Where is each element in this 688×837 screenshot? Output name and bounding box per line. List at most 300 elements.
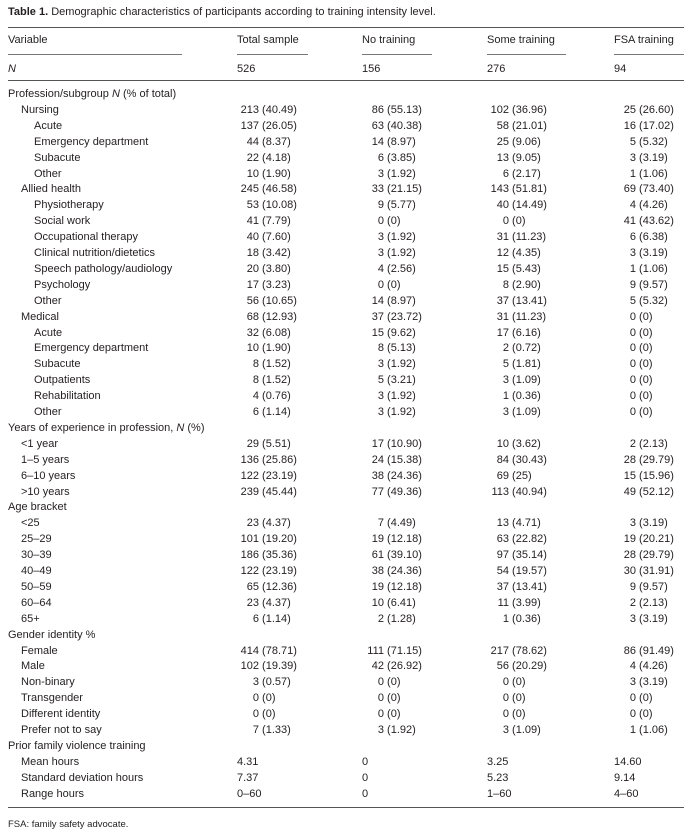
table-cell: [237, 517, 291, 529]
cell-percent: (17.02): [636, 119, 674, 132]
cell-count: 0: [629, 374, 636, 387]
cell-percent: (5.13): [384, 342, 416, 355]
cell-percent: (0.36): [509, 390, 541, 403]
table-row: [0, 390, 688, 406]
cell-percent: (9.05): [509, 151, 541, 164]
row-label-text: Social work: [34, 215, 91, 228]
row-label-text: Transgender: [21, 692, 83, 705]
table-cell: [614, 231, 668, 243]
cell-percent: (7.60): [259, 231, 291, 244]
header-fsa-training: FSA training: [614, 34, 674, 46]
table-cell: [614, 374, 653, 386]
table-cell: [487, 565, 547, 577]
table-cell: [237, 327, 291, 339]
cell-count: 86: [623, 644, 636, 657]
table-cell: [614, 342, 653, 354]
cell-percent: (12.93): [259, 310, 297, 323]
cell-percent: (23.72): [384, 310, 422, 323]
cell-percent: (1.92): [384, 247, 416, 259]
cell-percent: (51.81): [509, 183, 547, 196]
header-bottom-rule: [8, 80, 684, 81]
cell-percent: (39.10): [384, 549, 422, 562]
cell-percent: (40.49): [259, 103, 297, 116]
cell-count: 5: [502, 358, 509, 371]
table-cell: [237, 231, 291, 243]
cell-percent: (35.36): [259, 549, 297, 562]
table-row: [0, 486, 688, 502]
cell-count: 1: [502, 612, 509, 625]
table-cell: [487, 263, 541, 275]
cell-count: 414: [240, 644, 259, 657]
table-row: [0, 327, 688, 343]
table-row: [0, 152, 688, 168]
row-label-text: 1–5 years: [21, 453, 70, 466]
table-cell: [362, 692, 401, 704]
cell-count: 17: [246, 278, 259, 291]
cell-percent: (0): [636, 358, 653, 371]
cell-percent: (1.14): [259, 612, 291, 625]
cell-percent: (1.92): [384, 390, 416, 403]
cell-count: 12: [496, 247, 509, 259]
cell-percent: (29.79): [636, 549, 674, 562]
table-cell: [237, 549, 297, 561]
row-label-text: Mean hours: [21, 755, 80, 768]
cell-count: 0: [629, 326, 636, 339]
table-cell: [237, 724, 291, 736]
footnote: FSA: family safety advocate.: [8, 819, 129, 830]
row-label: [21, 470, 75, 482]
cell-percent: (0): [384, 692, 401, 705]
cell-count: 0: [629, 406, 636, 418]
cell-count: 3: [629, 517, 636, 530]
cell-percent: (0): [636, 342, 653, 355]
table-row: [0, 597, 688, 613]
cell-count: 4: [629, 199, 636, 212]
cell-count: 3: [377, 231, 384, 244]
table-cell: [487, 406, 541, 418]
table-row: [0, 772, 688, 788]
table-cell: [614, 708, 653, 720]
table-row: [0, 104, 688, 120]
cell-count: 13: [496, 517, 509, 530]
row-label-suffix: (% of total): [119, 88, 177, 100]
row-label-text: Non-binary: [21, 676, 75, 689]
cell-percent: (71.15): [384, 644, 422, 657]
cell-percent: (40.38): [384, 119, 422, 132]
section-header-row: [0, 88, 688, 104]
cell-percent: (23.19): [259, 469, 297, 482]
cell-percent: (9.57): [636, 580, 668, 593]
table-cell: [362, 327, 416, 339]
cell-percent: (78.62): [509, 644, 547, 657]
cell-count: 3: [629, 247, 636, 259]
cell-count: 19: [623, 533, 636, 546]
cell-percent: (0): [259, 692, 276, 705]
table-cell: [237, 454, 297, 466]
table-cell: [487, 295, 547, 307]
row-label: [34, 406, 62, 418]
table-row: [0, 645, 688, 661]
cell-count: 10: [246, 167, 259, 180]
cell-count: 9: [629, 278, 636, 291]
cell-count: 14: [371, 135, 384, 148]
row-label-text: Rehabilitation: [34, 390, 101, 403]
row-label: [21, 581, 52, 593]
row-label: [21, 676, 75, 688]
table-cell: [237, 168, 291, 180]
row-label: [21, 660, 45, 672]
cell-count: 3: [377, 247, 384, 259]
cell-count: 2: [502, 342, 509, 355]
bottom-rule: [8, 807, 684, 808]
row-label: [8, 422, 205, 434]
cell-percent: (0.76): [259, 390, 291, 403]
cell-percent: (4.26): [636, 660, 668, 673]
table-cell: [614, 263, 668, 275]
cell-percent: (2.56): [384, 262, 416, 275]
cell-count: 9: [629, 580, 636, 593]
cell-count: 19: [371, 580, 384, 593]
cell-count: 56: [246, 294, 259, 307]
table-cell: [362, 183, 422, 195]
table-cell: [362, 152, 416, 164]
cell-percent: (24.36): [384, 565, 422, 577]
cell-percent: (1.52): [259, 374, 291, 387]
table-cell: [614, 517, 668, 529]
table-cell: [487, 517, 541, 529]
cell-count: 0: [629, 310, 636, 323]
header-underline: [614, 54, 684, 55]
cell-count: 23: [246, 596, 259, 609]
row-label: [21, 772, 143, 784]
cell-count: 0: [502, 692, 509, 705]
row-label: [34, 215, 90, 227]
row-label-text: Nursing: [21, 103, 59, 116]
cell-percent: (8.97): [384, 135, 416, 148]
cell-count: 77: [371, 485, 384, 498]
table-cell: [237, 342, 291, 354]
row-label-text: Other: [34, 167, 62, 180]
cell-percent: (5.51): [259, 437, 291, 450]
table-cell: [487, 645, 547, 657]
table-row: [0, 183, 688, 199]
table-row: [0, 581, 688, 597]
table-cell: [237, 565, 297, 577]
header-underline: [362, 54, 432, 55]
cell-count: 186: [240, 549, 259, 562]
cell-percent: (22.82): [509, 533, 547, 546]
cell-count: 6: [252, 406, 259, 418]
cell-count: 13: [496, 151, 509, 164]
cell-percent: (0): [636, 708, 653, 721]
table-cell: [362, 342, 416, 354]
row-label-text: Other: [34, 294, 62, 307]
table-cell: [362, 708, 401, 720]
table-cell: [237, 470, 297, 482]
cell-percent: (5.43): [509, 262, 541, 275]
table-row: [0, 788, 688, 804]
cell-percent: (9.57): [636, 278, 668, 291]
table-cell: [362, 295, 416, 307]
table-cell: [237, 533, 297, 545]
table-cell: 3.25: [487, 755, 509, 768]
cell-percent: (23.19): [259, 565, 297, 577]
cell-percent: (0): [384, 215, 401, 228]
table-cell: [614, 199, 668, 211]
cell-count: 0: [629, 708, 636, 721]
row-label-text: Subacute: [34, 151, 81, 164]
cell-count: 213: [240, 103, 259, 116]
cell-percent: (9.62): [384, 326, 416, 339]
row-label: [21, 486, 70, 498]
table-cell: [362, 724, 416, 736]
cell-percent: (0): [509, 676, 526, 689]
section-header-row: [0, 740, 688, 756]
table-row: [0, 533, 688, 549]
table-row: [0, 311, 688, 327]
row-label: [34, 168, 62, 180]
table-cell: [237, 311, 297, 323]
cell-percent: (6.41): [384, 596, 416, 609]
table-row: [0, 438, 688, 454]
cell-percent: (10.08): [259, 199, 297, 212]
row-label: [21, 788, 84, 800]
cell-count: 3: [502, 406, 509, 418]
row-label-text: <1 year: [21, 437, 58, 450]
row-label: [34, 295, 62, 307]
table-cell: [487, 311, 546, 323]
cell-count: 28: [623, 549, 636, 562]
cell-count: 3: [252, 676, 259, 689]
row-label-text: Profession/subgroup: [8, 88, 112, 100]
table-cell: [487, 660, 547, 672]
header-underline: [237, 54, 308, 55]
table-cell: [237, 692, 276, 704]
table-cell: [487, 168, 541, 180]
table-cell: [614, 692, 653, 704]
cell-percent: (0): [509, 692, 526, 705]
row-label-text: Gender identity %: [8, 628, 96, 641]
cell-count: 3: [629, 151, 636, 164]
table-cell: [614, 390, 653, 402]
table-cell: [237, 581, 297, 593]
cell-percent: (7.79): [259, 215, 291, 228]
table-cell: [614, 676, 668, 688]
cell-count: 101: [240, 533, 259, 546]
table-cell: [487, 342, 541, 354]
table-cell: [614, 279, 668, 291]
cell-percent: (40.94): [509, 485, 547, 498]
cell-count: 122: [240, 469, 259, 482]
cell-percent: (14.49): [509, 199, 547, 212]
table-row: [0, 231, 688, 247]
table-cell: [614, 486, 674, 498]
table-cell: [487, 215, 526, 227]
table-cell: [237, 183, 297, 195]
cell-count: 102: [490, 103, 509, 116]
table-cell: [362, 676, 401, 688]
cell-percent: (20.21): [636, 533, 674, 546]
cell-count: 1: [629, 724, 636, 736]
row-label: [34, 136, 148, 148]
cell-percent: (13.41): [509, 580, 547, 593]
table-cell: [614, 597, 668, 609]
cell-percent: (0): [636, 310, 653, 323]
cell-percent: (1.14): [259, 406, 291, 418]
cell-percent: (15.96): [636, 469, 674, 482]
cell-percent: (1.09): [509, 724, 541, 736]
cell-percent: (2.17): [509, 167, 541, 180]
section-header-row: [0, 422, 688, 438]
cell-count: 30: [623, 565, 636, 577]
cell-percent: (36.96): [509, 103, 547, 116]
cell-percent: (1.92): [384, 167, 416, 180]
row-label-italic: N: [111, 88, 120, 100]
cell-count: 3: [502, 724, 509, 736]
table-cell: [487, 136, 541, 148]
cell-percent: (0): [636, 326, 653, 339]
table-cell: [237, 676, 291, 688]
cell-count: 0: [629, 358, 636, 371]
table-cell: [487, 231, 546, 243]
row-label-text: Medical: [21, 310, 59, 323]
cell-count: 8: [502, 278, 509, 291]
table-row: [0, 374, 688, 390]
cell-count: 17: [496, 326, 509, 339]
cell-percent: (3.23): [259, 278, 291, 291]
row-label: [34, 152, 80, 164]
table-cell: 1–60: [487, 787, 512, 800]
table-row: [0, 724, 688, 740]
cell-count: 0: [629, 390, 636, 403]
cell-count: 11: [497, 596, 509, 609]
row-label: [21, 104, 59, 116]
table-row: [0, 215, 688, 231]
table-cell: [237, 597, 291, 609]
row-label: [8, 501, 67, 513]
row-label-text: 40–49: [21, 565, 52, 577]
cell-count: 18: [246, 247, 259, 259]
cell-count: 4: [252, 390, 259, 403]
table-cell: [487, 597, 541, 609]
cell-percent: (43.62): [636, 215, 674, 228]
table-row: [0, 676, 688, 692]
row-label-text: 60–64: [21, 596, 52, 609]
cell-percent: (1.92): [384, 358, 416, 371]
row-label-text: Range hours: [21, 787, 84, 800]
cell-count: 41: [623, 215, 636, 228]
cell-percent: (2.13): [636, 596, 668, 609]
row-label: [34, 358, 80, 370]
cell-count: 61: [371, 549, 384, 562]
table-cell: 0: [362, 755, 369, 768]
table-cell: 9.14: [614, 771, 636, 784]
table-cell: [487, 486, 547, 498]
row-label-text: 65+: [21, 612, 40, 625]
table-cell: [237, 613, 291, 625]
table-cell: [487, 708, 526, 720]
table-cell: [614, 613, 668, 625]
cell-percent: (26.05): [259, 119, 297, 132]
table-cell: [614, 454, 674, 466]
table-cell: [487, 199, 547, 211]
cell-percent: (55.13): [384, 103, 422, 116]
table-cell: [614, 120, 674, 132]
cell-percent: (24.36): [384, 469, 422, 482]
table-row: [0, 263, 688, 279]
cell-count: 8: [252, 358, 259, 371]
cell-count: 122: [240, 565, 259, 577]
table-row: [0, 517, 688, 533]
cell-percent: (3.21): [384, 374, 416, 387]
cell-percent: (29.79): [636, 453, 674, 466]
row-label: [21, 454, 69, 466]
table-row: [0, 454, 688, 470]
cell-percent: (0): [636, 692, 653, 705]
table-cell: [614, 311, 653, 323]
table-cell: 5.23: [487, 771, 509, 784]
cell-count: 97: [496, 549, 509, 562]
table-cell: [614, 470, 674, 482]
cell-count: 3: [377, 406, 384, 418]
table-cell: [362, 438, 422, 450]
cell-count: 0: [377, 708, 384, 721]
table-cell: [237, 279, 291, 291]
table-cell: [487, 581, 547, 593]
table-cell: [237, 708, 276, 720]
row-label: [21, 565, 52, 577]
cell-count: 31: [496, 310, 509, 323]
cell-count: 10: [496, 437, 509, 450]
row-label: [34, 247, 155, 259]
cell-percent: (19.39): [259, 660, 297, 673]
table-cell: [487, 470, 532, 482]
row-label: [34, 263, 172, 275]
table-cell: [614, 358, 653, 370]
row-label: [34, 231, 138, 243]
table-row: [0, 358, 688, 374]
cell-count: 37: [496, 294, 509, 307]
table-row: [0, 406, 688, 422]
cell-percent: (8.97): [384, 294, 416, 307]
cell-percent: (3.42): [259, 247, 291, 259]
cell-percent: (35.14): [509, 549, 547, 562]
cell-percent: (15.38): [384, 453, 422, 466]
table-cell: [362, 581, 422, 593]
cell-count: 10: [371, 596, 384, 609]
table-cell: [362, 247, 416, 259]
cell-percent: (3.19): [636, 247, 668, 259]
cell-percent: (49.36): [384, 485, 422, 498]
row-label-text: Clinical nutrition/dietetics: [34, 247, 156, 259]
table-cell: [362, 358, 416, 370]
row-label: [21, 517, 40, 529]
cell-count: 3: [377, 724, 384, 736]
row-label-text: >10 years: [21, 485, 70, 498]
cell-count: 6: [252, 612, 259, 625]
row-label-text: Allied health: [21, 183, 81, 196]
table-cell: [487, 692, 526, 704]
n-label-text: N: [8, 63, 16, 75]
row-label: [21, 438, 58, 450]
cell-count: 113: [491, 485, 509, 498]
cell-percent: (52.12): [636, 485, 674, 498]
table-row: [0, 199, 688, 215]
section-header-row: [0, 501, 688, 517]
row-label-text: 25–29: [21, 533, 52, 546]
row-label-text: Speech pathology/audiology: [34, 262, 173, 275]
cell-count: 38: [371, 469, 384, 482]
